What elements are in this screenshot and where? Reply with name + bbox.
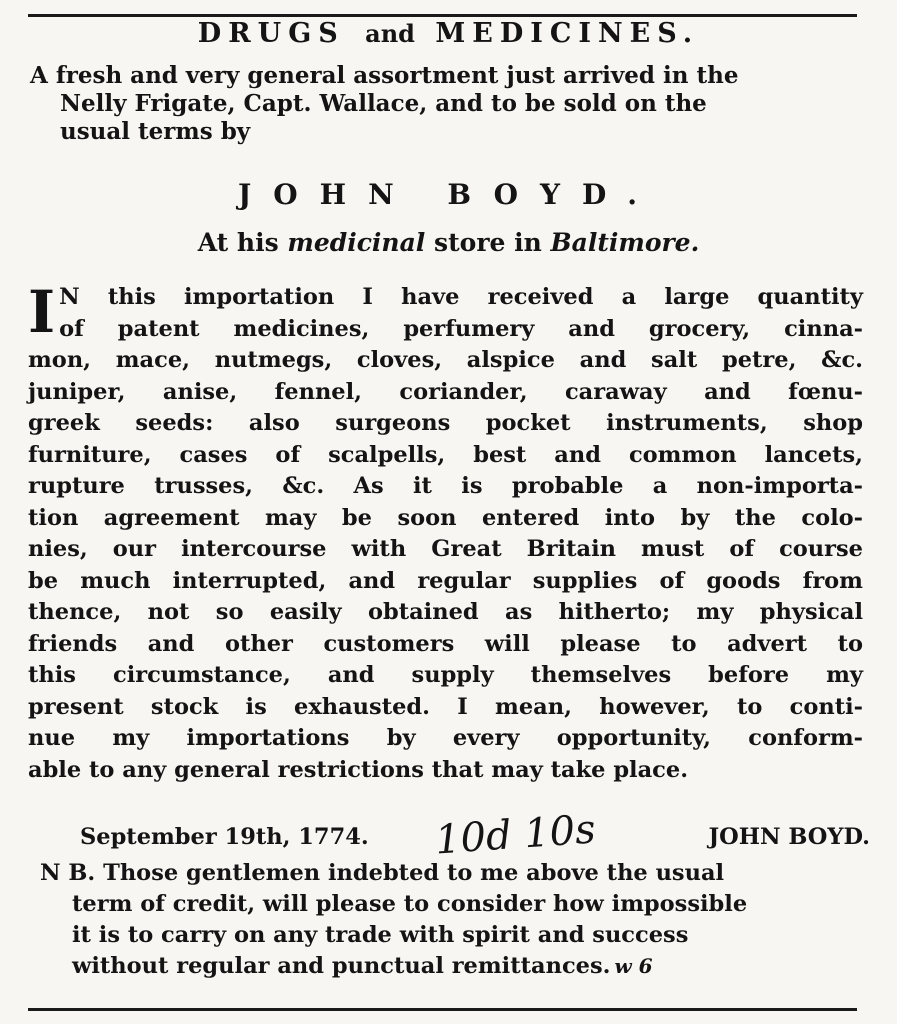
body-line: nue my importations by every opportunity, conform- [28, 725, 863, 751]
intro-line-3: usual terms by [60, 118, 251, 145]
nb-line-text: without regular and punctual remittances. [72, 953, 611, 979]
body-line: N this importation I have received a large quantity [59, 284, 863, 310]
printer-mark: w 6 [614, 954, 653, 978]
body-line: this circumstance, and supply themselves before my [28, 662, 863, 688]
nb-line-last [40, 951, 875, 982]
body-line: of patent medicines, perfumery and grocery, cinna- [59, 315, 863, 342]
top-rule [28, 14, 857, 17]
store-em-baltimore: Baltimore. [550, 228, 700, 257]
nb-line: term of credit, will please to consider how impossible [72, 891, 748, 917]
intro-line-2: Nelly Frigate, Capt. Wallace, and to be sold on the [60, 90, 707, 117]
title-and: and [365, 19, 415, 48]
store-em-medicinal: medicinal [287, 228, 426, 257]
nota-bene-paragraph [40, 858, 875, 982]
body-line: furniture, cases of scalpells, best and common lancets, [28, 441, 863, 468]
intro-paragraph [30, 62, 860, 146]
body-paragraph [28, 278, 863, 786]
intro-line-1: A fresh and very general assortment just arrived in the [30, 62, 739, 89]
body-line: nies, our intercourse with Great Britain must of course [28, 536, 863, 562]
body-line: juniper, anise, fennel, coriander, caraway and fœnu- [28, 378, 863, 405]
nb-line: it is to carry on any trade with spirit and success [72, 922, 689, 948]
body-line: be much interrupted, and regular supplies of goods from [28, 567, 863, 594]
body-line: greek seeds: also surgeons pocket instruments, shop [28, 410, 863, 436]
body-line: present stock is exhausted. I mean, however, to conti- [28, 693, 863, 720]
body-line: rupture trusses, &c. As it is probable a non-importa- [28, 473, 863, 499]
body-line: tion agreement may be soon entered into by the colo- [28, 504, 863, 531]
signature-name: JOHN BOYD. [708, 824, 870, 850]
body-line: able to any general restrictions that may take place. [28, 756, 689, 783]
store-line [0, 228, 897, 257]
title-drugs: DRUGS [197, 18, 345, 49]
seller-name: JOHN BOYD. [237, 178, 660, 211]
store-mid: store in [434, 228, 542, 257]
drop-cap: I [28, 278, 56, 346]
title-medicines: MEDICINES. [435, 18, 700, 49]
signature-date: September 19th, 1774. [80, 824, 369, 850]
store-prefix: At his [197, 228, 279, 257]
handwritten-annotation: 10d 10s [433, 806, 598, 864]
body-line: thence, not so easily obtained as hitherto; my physical [28, 599, 863, 625]
nb-line: N B. Those gentlemen indebted to me above the usual [40, 860, 725, 886]
body-line: friends and other customers will please to advert to [28, 630, 863, 657]
page-title [0, 18, 897, 49]
body-line: mon, mace, nutmegs, cloves, alspice and salt petre, &c. [28, 347, 863, 373]
bottom-rule [28, 1008, 857, 1011]
